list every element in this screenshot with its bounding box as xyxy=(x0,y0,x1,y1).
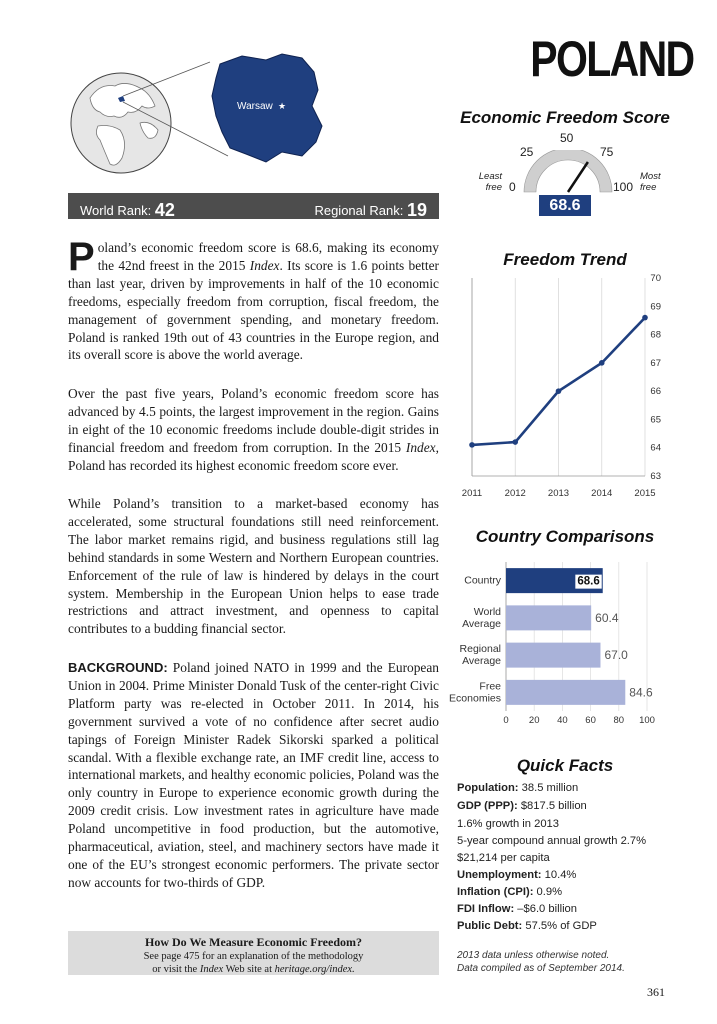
trend-point xyxy=(599,360,605,366)
cc-category-label: Country xyxy=(464,574,501,587)
methodology-line1: See page 475 for an explanation of the methodology xyxy=(143,951,364,962)
trend-y-tick: 68 xyxy=(650,329,661,341)
gauge-needle xyxy=(568,162,588,192)
trend-y-tick: 69 xyxy=(650,301,661,313)
cc-x-tick: 40 xyxy=(557,715,568,726)
regional-rank: Regional Rank: 19 xyxy=(314,200,427,220)
trend-point xyxy=(469,442,475,448)
capital-star-icon: ★ xyxy=(278,102,287,112)
cc-x-tick: 100 xyxy=(639,715,655,726)
page-number: 361 xyxy=(647,985,665,999)
background-paragraph: BACKGROUND: Poland joined NATO in 1999 and the European Union in 2004. Prime Minister Donald Tusk of the center-right Civic Platform party was re-elected in October 2011. In 2014, his government survived a vote of no confidence after secret audio tapings of Foreign Minister Radek Sikorski sparked a political scandal. With a flexible exchange rate, an IMF credit line, access to international markets, and healthy economic policies, Poland was the only country in Europe to experience economic growth during the 2009 credit crisis. Low investment rates in agriculture have made Poland uncompetitive in food production, but the automotive, pharmaceutical, aviation, steel, and machinery sectors have made it one of the EU’s strongest economic performers. The private sector now accounts for two-thirds of GDP. xyxy=(68,660,439,890)
fact-population: Population: 38.5 million xyxy=(457,782,579,794)
trend-point xyxy=(512,439,518,445)
fact-growth: 1.6% growth in 2013 xyxy=(457,818,559,830)
structure-paragraph: While Poland’s transition to a market-based economy has accelerated, some structural foundations still need reinforcement. The labor market remains rigid, and business regulations still lag behind standards in some Western and Northern European countries. Enforcement of the rule of law is hindered by delays in the court system. Membership in the European Union helps to ease trade restrictions and attract investment, and openness to capital contributes to a budding financial sector. xyxy=(68,496,439,637)
trend-x-tick: 2015 xyxy=(634,488,656,499)
cc-x-tick: 80 xyxy=(613,715,625,726)
trend-y-tick: 67 xyxy=(650,357,661,369)
trend-paragraph: Over the past five years, Poland’s economic freedom score has advanced by 4.5 points, the largest improvement in the region. Gains in eight of the 10 economic freedoms include double-digit strides in financial freedom and freedom from corruption. In the 2015 Index, Poland has recorded its highest economic freedom score ever. xyxy=(68,386,439,473)
fact-per-capita: $21,214 per capita xyxy=(457,852,550,864)
methodology-title: How Do We Measure Economic Freedom? xyxy=(145,935,362,949)
trend-point xyxy=(642,315,648,321)
cc-bar xyxy=(506,680,625,705)
cc-value-label: 60.4 xyxy=(595,610,619,625)
trend-x-tick: 2013 xyxy=(547,488,570,499)
cc-value-label: 68.6 xyxy=(577,575,600,588)
fact-fdi: FDI Inflow: –$6.0 billion xyxy=(457,903,577,915)
fact-unemployment: Unemployment: 10.4% xyxy=(457,869,577,881)
gauge-tick-0: 0 xyxy=(509,180,516,194)
trend-y-tick: 66 xyxy=(650,386,661,398)
trend-x-tick: 2011 xyxy=(461,488,483,499)
cc-bar xyxy=(506,605,591,630)
cc-bar xyxy=(506,643,600,668)
cc-value-label: 67.0 xyxy=(604,648,628,663)
fact-public-debt: Public Debt: 57.5% of GDP xyxy=(457,920,597,932)
fact-gdp: GDP (PPP): $817.5 billion xyxy=(457,800,587,812)
locator-map xyxy=(70,38,330,198)
rank-bar xyxy=(68,193,439,219)
fact-inflation: Inflation (CPI): 0.9% xyxy=(457,886,563,898)
country-comparisons-chart xyxy=(440,556,670,731)
trend-y-tick: 63 xyxy=(650,471,661,482)
trend-y-tick: 65 xyxy=(650,414,661,426)
trend-x-tick: 2012 xyxy=(504,488,526,499)
cc-category-label: Free Economies xyxy=(449,680,501,705)
score-badge: 68.6 xyxy=(539,195,591,216)
cc-x-tick: 20 xyxy=(528,715,540,726)
trend-title: Freedom Trend xyxy=(503,250,627,269)
world-rank: World Rank: 42 xyxy=(80,200,175,220)
gauge-tick-25: 25 xyxy=(520,145,534,159)
trend-y-tick: 64 xyxy=(650,442,661,454)
cc-value-label: 84.6 xyxy=(629,685,653,700)
trend-x-tick: 2014 xyxy=(591,488,613,499)
cc-x-tick: 60 xyxy=(585,715,596,726)
gauge-tick-100: 100 xyxy=(613,180,634,194)
most-free-label: Most free xyxy=(640,171,661,193)
methodology-box xyxy=(68,931,439,975)
capital-label: Warsaw xyxy=(237,101,273,112)
methodology-link[interactable]: heritage.org/index. xyxy=(274,964,355,975)
cc-x-tick: 0 xyxy=(503,715,509,726)
gauge-tick-50: 50 xyxy=(560,131,574,145)
facts-note: 2013 data unless otherwise noted. Data compiled as of September 2014. xyxy=(457,950,625,974)
cc-category-label: Regional Average xyxy=(459,643,501,668)
quick-facts-title: Quick Facts xyxy=(516,756,614,775)
gauge-title: Economic Freedom Score xyxy=(460,108,670,127)
methodology-line2: or visit the Index Web site at heritage.org/index. xyxy=(152,964,355,975)
least-free-label: Least free xyxy=(478,171,502,193)
trend-point xyxy=(556,388,562,394)
intro-paragraph: Poland’s economic freedom score is 68.6, making its economy the 42nd freest in the 2015 Index. Its score is 1.6 points better than last year, driven by improvements in half of the 10 economic freedoms, especially freedom from corruption, fiscal freedom, the management of government spending, and monetary freedom. Poland is ranked 19th out of 43 countries in the Europe region, and its overall score is above the world average. xyxy=(68,235,439,363)
cc-category-label: World Average xyxy=(462,605,501,630)
trend-y-tick: 70 xyxy=(650,273,661,284)
gauge-tick-75: 75 xyxy=(600,145,614,159)
comparisons-title: Country Comparisons xyxy=(475,527,655,546)
fact-growth-5yr: 5-year compound annual growth 2.7% xyxy=(457,835,647,847)
freedom-trend-chart xyxy=(460,268,675,508)
page-title: POLAND xyxy=(530,31,694,87)
